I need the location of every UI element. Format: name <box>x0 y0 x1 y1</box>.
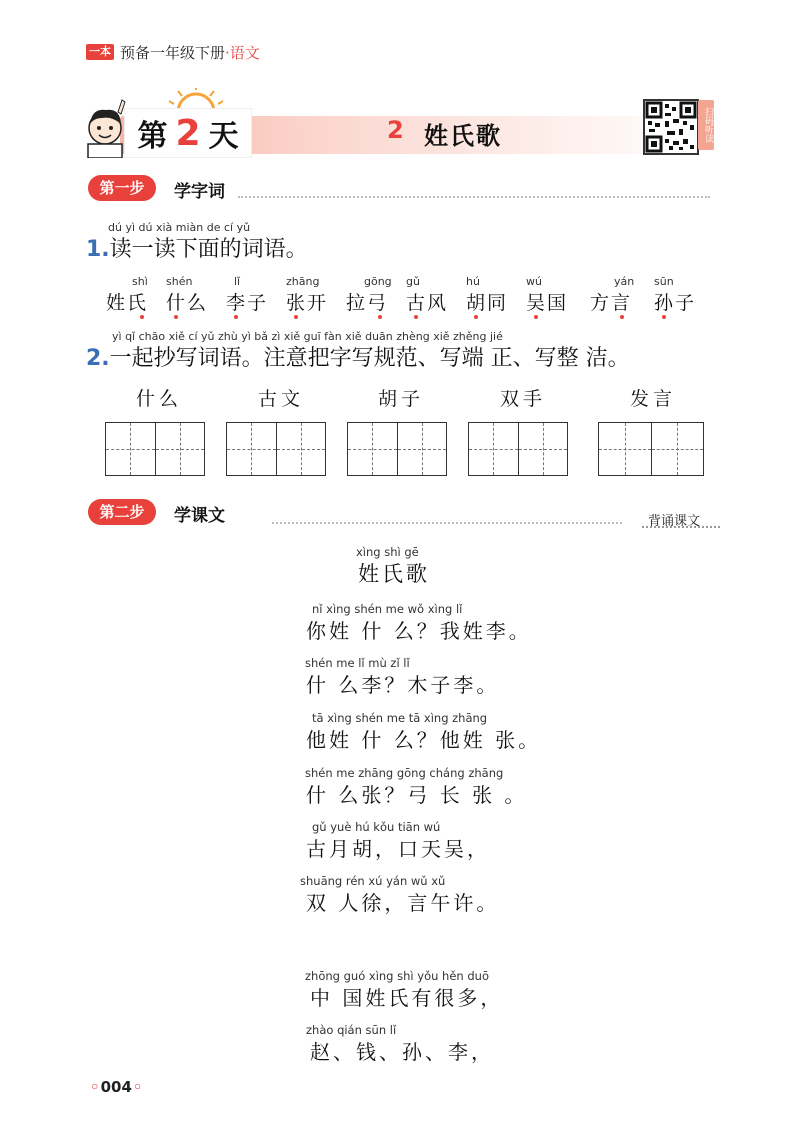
grid-cell[interactable] <box>519 423 568 475</box>
q1-word-text: 李子 <box>226 292 269 314</box>
q1-word-dot <box>140 315 144 319</box>
day-suffix: 天 <box>208 119 239 154</box>
q1-word-text: 姓氏 <box>106 292 149 314</box>
grid-cell[interactable] <box>106 423 156 475</box>
step-two-title: 学课文 <box>174 506 225 526</box>
day-prefix: 第 <box>137 119 168 154</box>
poem-line-pinyin: shuāng rén xú yán wǔ xǔ <box>300 874 446 888</box>
grid-cell[interactable] <box>469 423 519 475</box>
q1-word-text: 孙子 <box>654 292 697 314</box>
qr-tag: 扫码听读 <box>698 100 714 150</box>
writing-grid[interactable] <box>468 422 568 476</box>
q1-word <box>590 275 634 319</box>
q1-word-pinyin: zhāng <box>286 275 320 288</box>
q1-instruction <box>86 232 308 263</box>
grid-cell[interactable] <box>652 423 704 475</box>
q2-text: 一起抄写词语。注意把字写规范、写端 正、写整 洁。 <box>109 346 630 371</box>
q1-word-pinyin: lǐ <box>234 275 241 288</box>
poem-line: 什 么李？木子李。 <box>306 673 500 697</box>
step-one-divider <box>238 196 710 198</box>
q1-word-pinyin: gǔ <box>406 275 420 288</box>
poem-title: 姓氏歌 <box>358 562 430 586</box>
recite-label: 背诵课文 <box>648 514 701 529</box>
writing-grid[interactable] <box>105 422 205 476</box>
q1-word-dot <box>378 315 382 319</box>
q1-word-dot <box>474 315 478 319</box>
q1-word-text: 胡同 <box>466 292 509 314</box>
grid-cell[interactable] <box>277 423 326 475</box>
poem-line: 双 人徐，言午许。 <box>306 891 500 915</box>
step-two-badge: 第二步 <box>88 499 156 525</box>
q1-word <box>166 275 208 319</box>
poem-line: 赵、钱、孙、李， <box>310 1040 494 1064</box>
q1-word <box>526 275 568 319</box>
step-two-divider <box>272 522 622 524</box>
q2-instruction <box>86 341 630 372</box>
q1-word-pinyin: shén <box>166 275 193 288</box>
q1-word-text: 拉弓 <box>346 292 389 314</box>
writing-grid[interactable] <box>347 422 447 476</box>
grid-cell[interactable] <box>156 423 205 475</box>
q1-word <box>106 275 148 319</box>
poem-line: 中 国姓氏有很多， <box>310 986 504 1010</box>
step-one-badge: 第一步 <box>88 175 156 201</box>
brand-logo: 一本 <box>86 44 114 60</box>
qr-code-icon[interactable] <box>643 99 699 155</box>
copy-word: 双手 <box>500 388 547 410</box>
lesson-title: 姓氏歌 <box>424 122 502 150</box>
q1-word <box>654 275 696 319</box>
copy-word: 古文 <box>258 388 305 410</box>
grid-cell[interactable] <box>599 423 652 475</box>
q1-word-text: 张开 <box>286 292 329 314</box>
copy-word: 什么 <box>136 388 183 410</box>
q1-word <box>466 275 508 319</box>
q1-word-text: 方言 <box>590 292 633 314</box>
q1-word <box>286 275 328 319</box>
poem-title-pinyin: xìng shì gē <box>356 545 419 559</box>
q1-word-dot <box>174 315 178 319</box>
q1-word-text: 古风 <box>406 292 449 314</box>
grid-cell[interactable] <box>348 423 398 475</box>
writing-grid[interactable] <box>598 422 704 476</box>
q1-word <box>226 275 268 319</box>
q1-word-dot <box>662 315 666 319</box>
day-number: 2 <box>175 112 201 154</box>
q1-word-pinyin: yán <box>614 275 635 288</box>
q1-text: 读一读下面的词语。 <box>109 237 308 262</box>
recite-underline <box>642 526 720 528</box>
book-subject: ·语文 <box>225 44 260 62</box>
poem-line-pinyin: tā xìng shén me tā xìng zhāng <box>312 711 488 725</box>
poem-line: 你姓 什 么？我姓李。 <box>306 619 532 643</box>
poem-line-pinyin: gǔ yuè hú kǒu tiān wú <box>312 820 441 834</box>
q1-word <box>406 275 448 319</box>
q1-number: 1. <box>86 237 110 262</box>
q1-word-dot <box>414 315 418 319</box>
poem-line: 他姓 什 么？他姓 张。 <box>306 728 542 752</box>
q1-word-dot <box>234 315 238 319</box>
poem-line-pinyin: shén me lǐ mù zǐ lǐ <box>305 656 410 670</box>
poem-line-pinyin: zhōng guó xìng shì yǒu hěn duō <box>305 969 489 983</box>
poem-line-pinyin: zhào qián sūn lǐ <box>306 1023 397 1037</box>
q1-word <box>346 275 392 319</box>
book-title <box>120 42 260 63</box>
mascot-boy-icon <box>82 98 128 158</box>
q1-word-dot <box>294 315 298 319</box>
q1-word-dot <box>620 315 624 319</box>
copy-word: 发言 <box>630 388 677 410</box>
q1-word-text: 吴国 <box>526 292 569 314</box>
q1-word-pinyin: hú <box>466 275 480 288</box>
writing-grid[interactable] <box>226 422 326 476</box>
q1-word-text: 什么 <box>166 292 209 314</box>
poem-line-pinyin: nǐ xìng shén me wǒ xìng lǐ <box>312 602 463 616</box>
poem-line: 什 么张？弓 长 张 。 <box>306 783 528 807</box>
q1-word-dot <box>534 315 538 319</box>
grid-cell[interactable] <box>398 423 447 475</box>
poem-line-pinyin: shén me zhāng gōng cháng zhāng <box>305 766 504 780</box>
q1-word-pinyin: gōng <box>364 275 392 288</box>
poem-line: 古月胡，口天吴， <box>306 837 490 861</box>
grid-cell[interactable] <box>227 423 277 475</box>
q1-word-pinyin: shì <box>132 275 148 288</box>
day-label <box>124 108 252 158</box>
copy-word: 胡子 <box>378 388 425 410</box>
q2-pinyin: yì qǐ chāo xiě cí yǔ zhù yì bǎ zì xiě guī fàn xiě duān zhèng xiě zhěng jié <box>112 330 503 343</box>
q1-word-pinyin: sūn <box>654 275 674 288</box>
book-title-text: 预备一年级下册 <box>120 44 226 62</box>
q1-pinyin: dú yì dú xià miàn de cí yǔ <box>108 221 251 234</box>
q2-number: 2. <box>86 346 110 371</box>
step-one-title: 学字词 <box>174 182 225 202</box>
page-number: ◦ 004 ◦ <box>90 1078 143 1096</box>
q1-word-pinyin: wú <box>526 275 542 288</box>
lesson-number: 2 <box>387 116 404 144</box>
